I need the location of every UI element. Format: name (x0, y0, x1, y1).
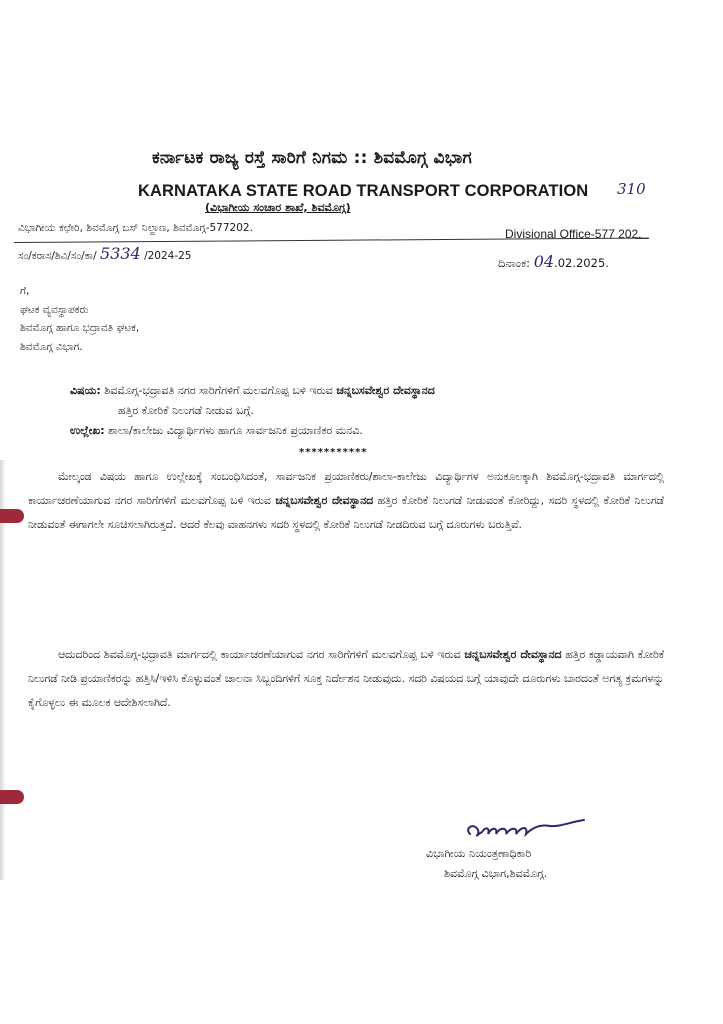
recipient-line-3: ಶಿವಮೊಗ್ಗ ಹಾಗೂ ಭದ್ರಾವತಿ ಘಟಕ, (20, 322, 140, 334)
reference-line (70, 421, 670, 441)
address-kannada: ವಿಭಾಗೀಯ ಕಛೇರಿ, ಶಿವಮೊಗ್ಗ ಬಸ್ ನಿಲ್ದಾಣ, ಶಿವಮೊಗ್ಗ-577202. (18, 222, 253, 234)
subject-line (70, 381, 670, 401)
subject-line-2: ಹತ್ತಿರ ಕೋರಿಕೆ ನಿಲುಗಡೆ ನೀಡುವ ಬಗ್ಗೆ. (118, 404, 254, 417)
english-title: KARNATAKA STATE ROAD TRANSPORT CORPORATION (138, 182, 589, 200)
para2-text-bold: ಚನ್ನಬಸವೇಶ್ವರ ದೇವಸ್ಥಾನದ (464, 648, 562, 661)
binder-clip-bottom (0, 790, 24, 804)
para1-text-bold: ಚನ್ನಬಸವೇಶ್ವರ ದೇವಸ್ಥಾನದ (275, 494, 374, 507)
address-english: Divisional Office-577 202. (505, 227, 642, 241)
subject-label: ವಿಷಯ: (70, 384, 101, 397)
body-paragraph-1 (28, 465, 664, 537)
branch-subtitle: (ವಿಭಾಗೀಯ ಸಂಚಾರ ಶಾಖೆ, ಶಿವಮೊಗ್ಗ) (205, 201, 351, 214)
handwritten-number: 310 (617, 180, 646, 198)
subject-text-bold: ಚನ್ನಬಸವೇಶ್ವರ ದೇವಸ್ಥಾನದ (336, 384, 435, 397)
recipient-line-4: ಶಿವಮೊಗ್ಗ ವಿಭಾಗ. (20, 341, 83, 353)
signatory-designation: ವಿಭಾಗೀಯ ನಿಯಂತ್ರಣಾಧಿಕಾರಿ (426, 847, 532, 860)
body-paragraph-2 (28, 643, 664, 715)
subject-block (70, 381, 670, 441)
document-date (498, 252, 609, 271)
reference-number (18, 244, 192, 263)
para2-text-b: ಹತ್ತಿರ ಕಡ್ಡಾಯವಾಗಿ ಕೋರಿಕೆ ನಿಲುಗಡೆ ನೀಡಿ ಪ್ರಯಾಣಿಕರನ್ನು ಹತ್ತಿಸಿ/ಇಳಿಸಿ ಕೊಳ್ಳುವಂತೆ ಚಾಲನಾ ಸಿಬ್ಬಂದಿಗಳಿಗೆ ಸೂಕ್ತ ನಿರ್ದೇಶನ ನೀಡುವುದು. ಸದರಿ ವಿಷಯದ ಬಗ್ಗೆ ಯಾವುದೇ ದೂರುಗಳು ಬಾರದಂತೆ ಅಗತ್ಯ ಕ್ರಮಗಳನ್ನು ಕೈಗೊಳ್ಳಲು ಈ ಮೂಲಕ ಆದೇಶಿಸಲಾಗಿದೆ. (28, 648, 665, 709)
page-edge-shadow (0, 460, 6, 880)
reference-handwritten-number: 5334 (100, 244, 141, 263)
recipient-line-2: ಘಟಕ ವ್ಯವಸ್ಥಾಪಕರು (20, 304, 89, 316)
date-label: ದಿನಾಂಕ: (498, 256, 531, 270)
subject-text-1: ಶಿವಮೊಗ್ಗ-ಭದ್ರಾವತಿ ನಗರ ಸಾರಿಗೆಗಳಿಗೆ ಮಲವಗೊಪ್ಪ ಬಳಿ ಇರುವ (100, 384, 337, 397)
reference-prefix: ಸಂ/ಕರಾಸ/ಶಿವಿ/ಸಂ/ಕಾ/ (18, 250, 97, 262)
signature-scribble (460, 812, 590, 848)
para1-text-a: ಮೇಲ್ಕಂಡ ವಿಷಯ ಹಾಗೂ ಉಲ್ಲೇಖಕ್ಕೆ ಸಂಬಂಧಿಸಿದಂತೆ, ಸಾರ್ವಜನಿಕ ಪ್ರಯಾಣಿಕರು/ಶಾಲಾ-ಕಾಲೇಜು ವಿದ್ಯಾರ್ಥಿಗಳ ಅನುಕೂಲಕ್ಕಾಗಿ ಶಿವಮೊಗ್ಗ-ಭದ್ರಾವತಿ ಮಾರ್ಗದಲ್ಲಿ ಕಾರ್ಯಾಚರಣೆಯಾಗುವ ನಗರ ಸಾರಿಗೆಗಳಿಗೆ ಮಲವಗೊಪ್ಪ ಬಳಿ ಇರುವ (28, 470, 664, 507)
date-handwritten-day: 04 (533, 252, 555, 271)
binder-clip-top (0, 509, 24, 523)
reference-label: ಉಲ್ಲೇಖ: (70, 424, 105, 437)
para1-text-b: ಹತ್ತಿರ ಕೋರಿಕೆ ನಿಲುಗಡೆ ನೀಡುವಂತೆ ಕೋರಿದ್ದು, ಸದರಿ ಸ್ಥಳದಲ್ಲಿ ಕೋರಿಕೆ ನಿಲುಗಡೆ ನೀಡುವಂತೆ ಈಗಾಗಲೇ ಸೂಚಿಸಲಾಗಿರುತ್ತದೆ. ಆದರೆ ಕೆಲವು ವಾಹನಗಳು ಸದರಿ ಸ್ಥಳದಲ್ಲಿ ಕೋರಿಕೆ ನಿಲುಗಡೆ ನೀಡದಿರುವ ಬಗ್ಗೆ ದೂರುಗಳು ಬರುತ್ತಿವೆ. (28, 494, 664, 531)
reference-text: ಶಾಲಾ/ಕಾಲೇಜು ವಿದ್ಯಾರ್ಥಿಗಳು ಹಾಗೂ ಸಾರ್ವಜನಿಕ ಪ್ರಯಾಣಿಕರ ಮನವಿ. (104, 424, 363, 437)
signatory-place: ಶಿವಮೊಗ್ಗ ವಿಭಾಗ,ಶಿವಮೊಗ್ಗ. (444, 867, 548, 880)
date-rest: .02.2025. (554, 256, 609, 270)
para2-text-a: ಆದುದರಿಂದ ಶಿವಮೊಗ್ಗ-ಭದ್ರಾವತಿ ಮಾರ್ಗದಲ್ಲಿ ಕಾರ್ಯಾಚರಣೆಯಾಗುವ ನಗರ ಸಾರಿಗೆಗಳಿಗೆ ಮಲವಗೊಪ್ಪ ಬಳಿ ಇರುವ (58, 648, 465, 661)
separator-stars: *********** (299, 447, 368, 458)
recipient-line-1: ಗೆ, (20, 285, 30, 297)
kannada-title: ಕರ್ನಾಟಕ ರಾಜ್ಯ ರಸ್ತೆ ಸಾರಿಗೆ ನಿಗಮ :: ಶಿವಮೊಗ್ಗ ವಿಭಾಗ (152, 148, 472, 168)
reference-year: /2024-25 (144, 250, 192, 262)
